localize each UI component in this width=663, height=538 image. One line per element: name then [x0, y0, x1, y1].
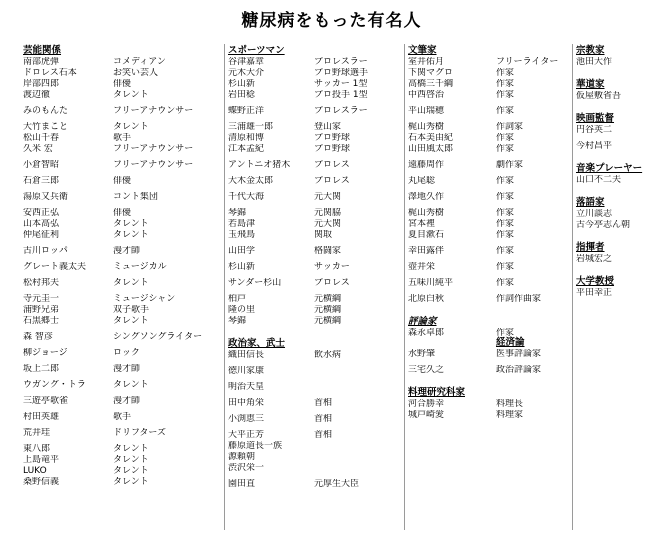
person-row — [228, 208, 400, 219]
person-row — [23, 133, 215, 144]
person-role: 作家 — [496, 230, 515, 240]
person-row — [23, 57, 215, 68]
person-row — [576, 125, 663, 136]
person-row — [408, 144, 572, 155]
person-row — [23, 68, 215, 79]
person-role: タレント — [113, 316, 149, 326]
person-name: 桑野信義 — [23, 477, 60, 487]
person-row — [23, 477, 215, 488]
person-row — [23, 192, 215, 203]
person-role: 作詞作曲家 — [496, 294, 542, 304]
person-name: 江本孟紀 — [228, 144, 265, 154]
person-row — [23, 396, 215, 407]
person-role: タレント — [113, 455, 149, 465]
person-name: 杉山新 — [228, 262, 256, 272]
person-name: 立川談志 — [576, 209, 613, 219]
person-row — [23, 332, 215, 343]
person-row — [408, 294, 572, 305]
section-spacer — [576, 265, 663, 275]
person-name: 南部虎弾 — [23, 57, 60, 67]
person-role: 作家 — [496, 246, 515, 256]
person-name: 浦野兄弟 — [23, 305, 60, 315]
person-name: 大平正芳 — [228, 430, 265, 440]
column-writers — [404, 44, 572, 530]
person-row — [228, 441, 400, 452]
person-name: 琴錦 — [228, 208, 247, 218]
person-role: コント集団 — [113, 192, 159, 202]
person-name: 宮本裡 — [408, 219, 436, 229]
person-row — [23, 144, 215, 155]
column-other — [572, 44, 663, 530]
person-name: 渋沢栄一 — [228, 463, 265, 473]
section-spacer — [576, 152, 663, 162]
person-role: 作家 — [496, 90, 515, 100]
person-name: 澤地久作 — [408, 192, 445, 202]
person-name: ドロレス石本 — [23, 68, 77, 78]
person-role: プロ野球選手 — [314, 68, 369, 78]
person-name: 織田信長 — [228, 350, 265, 360]
person-name: 森 智彦 — [23, 332, 53, 342]
person-name: 夏目漱石 — [408, 230, 445, 240]
person-row — [228, 305, 400, 316]
person-role: プロ投手 1型 — [314, 90, 368, 100]
person-row — [228, 262, 400, 273]
person-name: 幸田露伴 — [408, 246, 445, 256]
person-row — [408, 133, 572, 144]
person-row — [228, 90, 400, 101]
section-spacer — [576, 186, 663, 196]
person-role: 作家 — [496, 68, 515, 78]
person-name: サンダー杉山 — [228, 278, 282, 288]
person-row — [408, 90, 572, 101]
person-row — [228, 278, 400, 289]
person-row — [23, 428, 215, 439]
person-name: 三浦雄一郎 — [228, 122, 274, 132]
person-name: 梶山秀樹 — [408, 122, 445, 132]
person-name: 東八郎 — [23, 444, 51, 454]
person-name: 池田大作 — [576, 57, 613, 67]
person-role: プロ野球 — [314, 133, 351, 143]
person-name: 千代大海 — [228, 192, 265, 202]
person-role: 作家 — [496, 133, 515, 143]
person-row — [23, 160, 215, 171]
person-name: 谷津嘉章 — [228, 57, 265, 67]
person-role: 作家 — [496, 79, 515, 89]
category-heading: 政治家、武士 — [228, 338, 286, 349]
person-role: サッカー 1型 — [314, 79, 368, 89]
person-row — [408, 399, 572, 410]
person-name: 柏戸 — [228, 294, 247, 304]
person-role: フリーライター — [496, 57, 559, 67]
person-row — [228, 219, 400, 230]
person-role: 飲水病 — [314, 350, 342, 360]
category-heading: 文筆家 — [408, 45, 437, 56]
person-name: 村田英雄 — [23, 412, 60, 422]
person-role: タレント — [113, 466, 149, 476]
person-role: 歌手 — [113, 412, 132, 422]
person-row — [408, 365, 572, 376]
section-spacer — [576, 102, 663, 112]
person-name: 小渕恵三 — [228, 414, 265, 424]
person-row — [23, 466, 215, 477]
person-row — [228, 479, 400, 490]
person-role: プロ野球 — [314, 144, 351, 154]
person-name: 大竹まこと — [23, 122, 69, 132]
category-heading: 芸能関係 — [23, 45, 62, 56]
person-role: タレント — [113, 219, 149, 229]
person-role: 首相 — [314, 430, 333, 440]
person-row — [23, 412, 215, 423]
person-row — [408, 230, 572, 241]
person-role: 料理長 — [496, 399, 524, 409]
person-role: 漫才師 — [113, 396, 141, 406]
category-heading: 経済論 — [496, 337, 525, 348]
person-row — [576, 209, 663, 220]
person-row — [23, 106, 215, 117]
person-role: フリーアナウンサー — [113, 106, 194, 116]
person-row — [23, 294, 215, 305]
person-row — [228, 366, 400, 377]
person-name: 源頼朝 — [228, 452, 256, 462]
person-row — [23, 380, 215, 391]
person-name: 上島竜平 — [23, 455, 60, 465]
person-row — [228, 316, 400, 327]
person-name: 壺井栄 — [408, 262, 436, 272]
person-name: グレート義太夫 — [23, 262, 87, 272]
person-role: タレント — [113, 380, 149, 390]
person-row — [228, 294, 400, 305]
person-role: プロレスラー — [314, 57, 368, 67]
person-role: タレント — [113, 90, 149, 100]
person-role: 作家 — [496, 219, 515, 229]
person-name: 杉山新 — [228, 79, 256, 89]
person-row — [23, 79, 215, 90]
person-row — [408, 208, 572, 219]
person-role: 元横綱 — [314, 294, 342, 304]
person-name: 円谷英二 — [576, 125, 613, 135]
category-heading: 宗教家 — [576, 45, 605, 56]
person-row — [228, 350, 400, 361]
person-row — [408, 278, 572, 289]
person-role: 格闘家 — [314, 246, 342, 256]
person-row — [23, 219, 215, 230]
person-name: 下関マグロ — [408, 68, 454, 78]
person-name: 石倉三郎 — [23, 176, 60, 186]
person-name: 大木金太郎 — [228, 176, 274, 186]
category-heading: 音楽プレーヤー — [576, 163, 643, 174]
person-name: 寺元圭一 — [23, 294, 60, 304]
person-role: 作家 — [496, 144, 515, 154]
person-name: 石黒郷士 — [23, 316, 60, 326]
person-role: 俳優 — [113, 208, 132, 218]
person-role: プロレス — [314, 160, 350, 170]
person-name: 岩田稔 — [228, 90, 256, 100]
person-row — [408, 176, 572, 187]
person-row — [576, 57, 663, 68]
person-role: 医事評論家 — [496, 349, 542, 359]
person-name: 元木大介 — [228, 68, 265, 78]
person-row — [228, 160, 400, 171]
person-role: プロレス — [314, 176, 350, 186]
person-row — [408, 79, 572, 90]
person-row — [408, 349, 572, 360]
person-role: 元大関 — [314, 219, 342, 229]
person-row — [408, 106, 572, 117]
person-row — [228, 414, 400, 425]
person-row — [576, 254, 663, 265]
person-row — [228, 122, 400, 133]
person-name: 坂上二郎 — [23, 364, 60, 374]
person-role: 作家 — [496, 278, 515, 288]
person-role: タレント — [113, 278, 149, 288]
person-name: 丸尾聡 — [408, 176, 436, 186]
person-row — [228, 246, 400, 257]
person-name: 岸部四郎 — [23, 79, 60, 89]
person-row — [23, 316, 215, 327]
person-name: 北原白秋 — [408, 294, 445, 304]
person-name: アントニオ猪木 — [228, 160, 291, 170]
person-name: 清原和博 — [228, 133, 265, 143]
person-row — [23, 455, 215, 466]
section-spacer — [576, 231, 663, 241]
section-spacer — [408, 305, 572, 315]
person-row — [228, 106, 400, 117]
person-name: 仮屋敷省吾 — [576, 91, 622, 101]
person-role: お笑い芸人 — [113, 68, 159, 78]
person-name: 松村邦夫 — [23, 278, 60, 288]
person-name: 水野肇 — [408, 349, 436, 359]
category-heading: 評論家 — [408, 316, 437, 327]
section-spacer — [408, 376, 572, 386]
person-role: 関取 — [314, 230, 333, 240]
category-heading: 料理研究科家 — [408, 387, 466, 398]
person-role: タレント — [113, 444, 149, 454]
person-name: 園田直 — [228, 479, 256, 489]
person-role: 元横綱 — [314, 316, 342, 326]
person-row — [228, 144, 400, 155]
person-name: 山田学 — [228, 246, 256, 256]
person-row — [576, 288, 663, 299]
person-role: 俳優 — [113, 176, 132, 186]
person-row — [228, 452, 400, 463]
person-role: 漫才師 — [113, 246, 141, 256]
person-row — [408, 68, 572, 79]
person-name: LUKO — [23, 466, 47, 476]
person-role: ロック — [113, 348, 140, 358]
person-name: 湯原又兵衛 — [23, 192, 69, 202]
column-entertainment — [23, 44, 215, 488]
person-name: 室井佑月 — [408, 57, 445, 67]
person-role: タレント — [113, 477, 149, 487]
person-row — [408, 160, 572, 171]
person-name: 玉飛鳥 — [228, 230, 256, 240]
person-name: 遠藤周作 — [408, 160, 445, 170]
person-row — [23, 278, 215, 289]
person-row — [228, 382, 400, 393]
person-row — [23, 444, 215, 455]
person-name: 岩城宏之 — [576, 254, 613, 264]
person-role: フリーアナウンサー — [113, 144, 194, 154]
person-name: みのもんた — [23, 106, 69, 116]
person-row — [408, 219, 572, 230]
person-name: 安西正弘 — [23, 208, 60, 218]
person-row — [408, 122, 572, 133]
person-row — [408, 192, 572, 203]
person-row — [228, 430, 400, 441]
person-name: 山本高弘 — [23, 219, 60, 229]
person-name: 平山瑞穂 — [408, 106, 445, 116]
person-role: 漫才師 — [113, 364, 141, 374]
person-row — [228, 463, 400, 474]
column-sports-politics — [224, 44, 400, 530]
person-role: 作家 — [496, 176, 515, 186]
person-name: 三宅久之 — [408, 365, 445, 375]
category-heading: 落語家 — [576, 197, 605, 208]
person-role: 登山家 — [314, 122, 342, 132]
person-row — [23, 246, 215, 257]
person-name: 小倉智昭 — [23, 160, 60, 170]
person-role: 元厚生大臣 — [314, 479, 360, 489]
person-row — [23, 208, 215, 219]
person-name: 城戸崎愛 — [408, 410, 445, 420]
person-role: ミュージカル — [113, 262, 167, 272]
person-role: ドリフターズ — [113, 428, 166, 438]
person-name: 山田風太郎 — [408, 144, 454, 154]
person-role: 作家 — [496, 106, 515, 116]
person-role: サッカー — [314, 262, 350, 272]
person-name: 古川ロッパ — [23, 246, 68, 256]
person-row — [408, 262, 572, 273]
person-row — [228, 176, 400, 187]
person-row — [228, 79, 400, 90]
person-role: 料理家 — [496, 410, 524, 420]
person-role: 俳優 — [113, 79, 132, 89]
person-role: コメディアン — [113, 57, 166, 67]
section-spacer — [576, 68, 663, 78]
person-role: フリーアナウンサー — [113, 160, 194, 170]
person-name: 隆の里 — [228, 305, 256, 315]
person-name: 久米 宏 — [23, 144, 53, 154]
person-name: 徳川家康 — [228, 366, 265, 376]
person-row — [23, 230, 215, 241]
person-role: 作家 — [496, 328, 515, 338]
person-role: 首相 — [314, 398, 333, 408]
person-row — [576, 91, 663, 102]
person-row — [408, 410, 572, 421]
category-heading: 大学教授 — [576, 276, 615, 287]
category-heading: 指揮者 — [576, 242, 605, 253]
person-name: 五味川純平 — [408, 278, 454, 288]
person-row — [408, 57, 572, 68]
person-row — [576, 175, 663, 186]
person-name: 河合勝幸 — [408, 399, 445, 409]
person-role: シングソングライター — [113, 332, 203, 342]
person-role: 歌手 — [113, 133, 132, 143]
person-row — [228, 133, 400, 144]
person-row — [23, 348, 215, 359]
person-row — [23, 364, 215, 375]
person-row — [576, 220, 663, 231]
person-name: 中西啓治 — [408, 90, 445, 100]
page-title: 糖尿病をもった有名人 — [241, 11, 422, 31]
person-name: 渡辺徹 — [23, 90, 51, 100]
person-row — [23, 122, 215, 133]
person-role: 作家 — [496, 208, 515, 218]
person-name: 明治天皇 — [228, 382, 265, 392]
person-role: 元横綱 — [314, 305, 342, 315]
person-role: プロレス — [314, 278, 350, 288]
person-name: 三遊亭歌雀 — [23, 396, 69, 406]
section-spacer — [228, 327, 400, 337]
person-row — [228, 192, 400, 203]
person-role: タレント — [113, 122, 149, 132]
person-name: 石本美由紀 — [408, 133, 454, 143]
person-role: ミュージシャン — [113, 294, 176, 304]
person-name: 高橋三千綱 — [408, 79, 454, 89]
person-role: 劇作家 — [496, 160, 524, 170]
person-role: 元関脇 — [314, 208, 342, 218]
person-row — [228, 68, 400, 79]
person-row — [23, 176, 215, 187]
person-name: 森永卓郎 — [408, 328, 445, 338]
person-role: 作詞家 — [496, 122, 524, 132]
category-heading: スポーツマン — [228, 45, 285, 56]
person-role: 元大関 — [314, 192, 342, 202]
person-name: 平田幸正 — [576, 288, 613, 298]
person-row — [228, 57, 400, 68]
person-name: 今村昌平 — [576, 141, 613, 151]
person-row — [23, 90, 215, 101]
person-row — [408, 246, 572, 257]
person-name: 松山千春 — [23, 133, 60, 143]
person-role: プロレスラー — [314, 106, 368, 116]
person-role: タレント — [113, 230, 149, 240]
person-row — [23, 262, 215, 273]
person-name: 藤原道長一族 — [228, 441, 283, 451]
person-name: 仲尾征利 — [23, 230, 60, 240]
person-name: 若島津 — [228, 219, 256, 229]
person-row — [228, 230, 400, 241]
person-name: 蝶野正洋 — [228, 106, 265, 116]
person-role: 作家 — [496, 192, 515, 202]
person-name: 梶山秀樹 — [408, 208, 445, 218]
person-row — [228, 398, 400, 409]
person-role: 双子歌手 — [113, 305, 150, 315]
person-name: 田中角栄 — [228, 398, 265, 408]
person-name: ウガング・トラ — [23, 380, 86, 390]
person-name: 古今亭志ん朝 — [576, 220, 631, 230]
person-name: 柳ジョージ — [23, 348, 68, 358]
person-role: 作家 — [496, 262, 515, 272]
person-role: 政治評論家 — [496, 365, 542, 375]
person-row — [576, 141, 663, 152]
person-row — [23, 305, 215, 316]
person-name: 荒井珪 — [23, 428, 51, 438]
category-heading: 華道家 — [576, 79, 605, 90]
category-heading: 映画監督 — [576, 113, 615, 124]
person-role: 首相 — [314, 414, 333, 424]
person-name: 琴錦 — [228, 316, 247, 326]
person-name: 山口不二夫 — [576, 175, 622, 185]
